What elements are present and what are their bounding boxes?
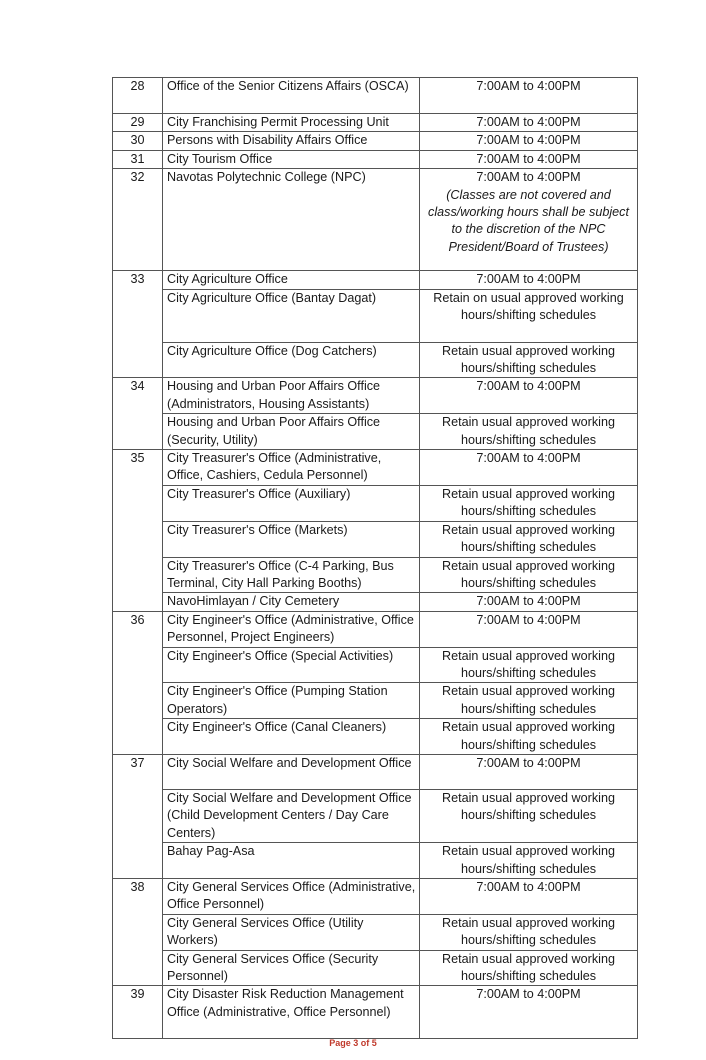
row-number: 29 <box>113 114 163 132</box>
working-hours <box>420 843 638 879</box>
row-number: 39 <box>113 986 163 1039</box>
hours-text: Retain usual approved working hours/shifting schedules <box>442 486 615 519</box>
office-name: City General Services Office (Security Personnel) <box>163 950 420 986</box>
working-hours <box>420 414 638 450</box>
table-row <box>113 557 638 593</box>
row-number: 31 <box>113 150 163 168</box>
table-row <box>113 414 638 450</box>
office-name: City Franchising Permit Processing Unit <box>163 114 420 132</box>
working-hours <box>420 271 638 289</box>
working-hours <box>420 986 638 1039</box>
table-row <box>113 78 638 114</box>
office-name: City Treasurer's Office (Auxiliary) <box>163 485 420 521</box>
working-hours <box>420 754 638 789</box>
working-hours <box>420 132 638 150</box>
office-name: Housing and Urban Poor Affairs Office (Administrators, Housing Assistants) <box>163 378 420 414</box>
working-hours <box>420 879 638 915</box>
table-row <box>113 521 638 557</box>
working-hours <box>420 719 638 755</box>
office-name: City General Services Office (Administrative, Office Personnel) <box>163 879 420 915</box>
table-row <box>113 879 638 915</box>
hours-text: 7:00AM to 4:00PM <box>476 880 581 894</box>
row-number: 38 <box>113 879 163 986</box>
working-hours <box>420 647 638 683</box>
working-hours <box>420 593 638 611</box>
hours-text: Retain usual approved working hours/shifting schedules <box>442 951 615 984</box>
hours-text: 7:00AM to 4:00PM <box>476 272 581 287</box>
row-number: 36 <box>113 611 163 754</box>
row-number: 35 <box>113 450 163 612</box>
row-number: 32 <box>113 169 163 271</box>
row-number: 37 <box>113 754 163 878</box>
table-row <box>113 647 638 683</box>
hours-text: 7:00AM to 4:00PM <box>476 987 581 1002</box>
table-row <box>113 271 638 289</box>
hours-text: Retain usual approved working hours/shifting schedules <box>442 844 615 876</box>
row-number: 28 <box>113 78 163 114</box>
table-row <box>113 132 638 150</box>
table-row <box>113 843 638 879</box>
table-row <box>113 342 638 378</box>
row-number: 30 <box>113 132 163 150</box>
hours-text: 7:00AM to 4:00PM <box>476 451 581 466</box>
hours-text: 7:00AM to 4:00PM <box>476 755 581 770</box>
working-hours <box>420 150 638 168</box>
working-hours <box>420 789 638 842</box>
hours-text: 7:00AM to 4:00PM <box>476 170 581 185</box>
hours-text: Retain usual approved working hours/shifting schedules <box>442 415 615 447</box>
table-row <box>113 611 638 647</box>
hours-text: Retain usual approved working hours/shifting schedules <box>442 558 615 590</box>
office-name: City Treasurer's Office (Markets) <box>163 521 420 557</box>
table-row <box>113 114 638 132</box>
hours-text: 7:00AM to 4:00PM <box>476 115 581 129</box>
office-name: City Engineer's Office (Pumping Station Operators) <box>163 683 420 719</box>
hours-text: 7:00AM to 4:00PM <box>476 612 581 627</box>
working-hours <box>420 78 638 114</box>
hours-text: 7:00AM to 4:00PM <box>476 79 581 93</box>
office-name: Housing and Urban Poor Affairs Office (Security, Utility) <box>163 414 420 450</box>
office-name: City Engineer's Office (Administrative, Office Personnel, Project Engineers) <box>163 611 420 647</box>
hours-text: Retain usual approved working hours/shifting schedules <box>442 522 615 555</box>
table-row <box>113 289 638 342</box>
table-row <box>113 169 638 271</box>
office-name: City Treasurer's Office (C-4 Parking, Bus Terminal, City Hall Parking Booths) <box>163 557 420 593</box>
office-name: City Agriculture Office (Bantay Dagat) <box>163 289 420 342</box>
table-row <box>113 754 638 789</box>
office-name: Navotas Polytechnic College (NPC) <box>163 169 420 271</box>
office-name: City Agriculture Office <box>163 271 420 289</box>
schedule-table <box>112 77 638 1039</box>
table-row <box>113 719 638 755</box>
working-hours <box>420 169 638 271</box>
office-name: City Engineer's Office (Special Activities) <box>163 647 420 683</box>
hours-text: Retain usual approved working hours/shifting schedules <box>442 648 615 680</box>
office-name: City General Services Office (Utility Workers) <box>163 914 420 950</box>
working-hours <box>420 521 638 557</box>
office-name: Office of the Senior Citizens Affairs (OSCA) <box>163 78 420 114</box>
hours-text: 7:00AM to 4:00PM <box>476 151 581 166</box>
hours-note: (Classes are not covered and class/working hours shall be subject to the discretion of the NPC President/Board of Trustees) <box>428 187 629 254</box>
working-hours <box>420 914 638 950</box>
table-row <box>113 914 638 950</box>
office-name: City Social Welfare and Development Office (Child Development Centers / Day Care Centers) <box>163 789 420 842</box>
working-hours <box>420 683 638 719</box>
row-number: 34 <box>113 378 163 450</box>
table-row <box>113 485 638 521</box>
office-name: Persons with Disability Affairs Office <box>163 132 420 150</box>
table-row <box>113 789 638 842</box>
table-row <box>113 593 638 611</box>
hours-text: Retain usual approved working hours/shifting schedules <box>442 915 615 948</box>
hours-text: 7:00AM to 4:00PM <box>476 133 581 148</box>
office-name: NavoHimlayan / City Cemetery <box>163 593 420 611</box>
working-hours <box>420 342 638 378</box>
office-name: City Disaster Risk Reduction Management Office (Administrative, Office Personnel) <box>163 986 420 1039</box>
hours-text: Retain usual approved working hours/shifting schedules <box>442 343 615 376</box>
working-hours <box>420 557 638 593</box>
table-row <box>113 450 638 486</box>
hours-text: Retain usual approved working hours/shifting schedules <box>442 790 615 823</box>
table-row <box>113 986 638 1039</box>
office-name: City Agriculture Office (Dog Catchers) <box>163 342 420 378</box>
hours-text: Retain usual approved working hours/shifting schedules <box>442 720 615 752</box>
working-hours <box>420 378 638 414</box>
working-hours <box>420 950 638 986</box>
table-row <box>113 950 638 986</box>
table-row <box>113 378 638 414</box>
working-hours <box>420 611 638 647</box>
table-row <box>113 150 638 168</box>
page-number: Page 3 of 5 <box>329 1038 377 1048</box>
table-row <box>113 683 638 719</box>
office-name: Bahay Pag-Asa <box>163 843 420 879</box>
office-name: City Engineer's Office (Canal Cleaners) <box>163 719 420 755</box>
working-hours <box>420 289 638 342</box>
office-name: City Treasurer's Office (Administrative, Office, Cashiers, Cedula Personnel) <box>163 450 420 486</box>
office-name: City Tourism Office <box>163 150 420 168</box>
working-hours <box>420 450 638 486</box>
hours-text: 7:00AM to 4:00PM <box>476 379 581 394</box>
hours-text: 7:00AM to 4:00PM <box>476 594 581 609</box>
working-hours <box>420 485 638 521</box>
working-hours <box>420 114 638 132</box>
row-number: 33 <box>113 271 163 378</box>
hours-text: Retain on usual approved working hours/shifting schedules <box>433 290 624 323</box>
office-name: City Social Welfare and Development Office <box>163 754 420 789</box>
schedule-table-body <box>113 78 638 1039</box>
hours-text: Retain usual approved working hours/shifting schedules <box>442 684 615 716</box>
